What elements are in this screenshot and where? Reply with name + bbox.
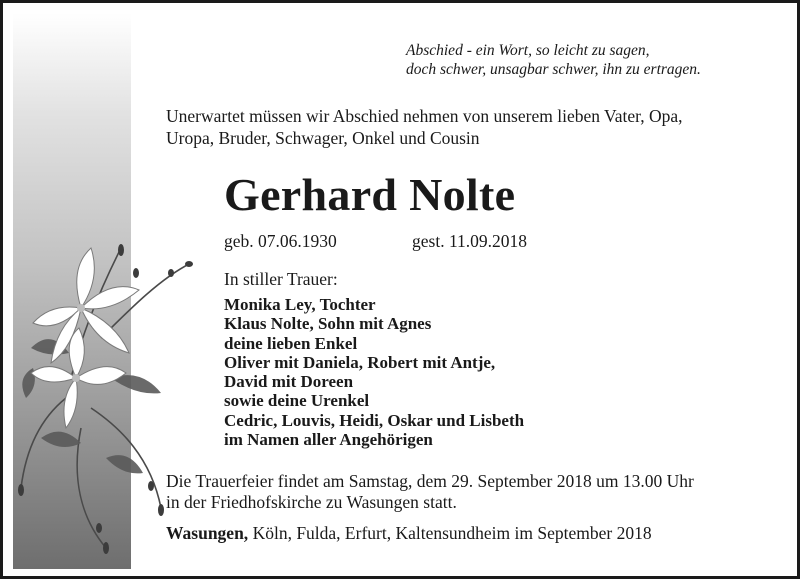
mourners-heading: In stiller Trauer: bbox=[224, 269, 338, 289]
funeral-line-1: Die Trauerfeier findet am Samstag, dem 29. September 2018 um 13.00 Uhr bbox=[166, 471, 694, 491]
deceased-name: Gerhard Nolte bbox=[224, 169, 516, 220]
mourner-line: sowie deine Urenkel bbox=[224, 391, 370, 411]
mourners-list bbox=[224, 295, 524, 449]
place-and-date bbox=[166, 523, 652, 544]
poem-line-1: Abschied - ein Wort, so leicht zu sagen, bbox=[406, 42, 650, 59]
funeral-notice bbox=[166, 471, 786, 513]
mourner-line: im Namen aller Angehörigen bbox=[224, 430, 433, 450]
mourner-line: David mit Doreen bbox=[224, 372, 354, 392]
mourner-line: deine lieben Enkel bbox=[224, 333, 358, 353]
mourner-line: Monika Ley, Tochter bbox=[224, 295, 376, 314]
mourner-line: Oliver mit Daniela, Robert mit Antje, bbox=[224, 352, 496, 372]
memorial-poem bbox=[406, 41, 701, 79]
birth-date: geb. 07.06.1930 bbox=[224, 231, 337, 251]
intro-line-1: Unerwartet müssen wir Abschied nehmen von unserem lieben Vater, Opa, bbox=[166, 106, 683, 126]
intro-text bbox=[166, 105, 766, 149]
poem-line-2: doch schwer, unsagbar schwer, ihn zu ertragen. bbox=[406, 61, 701, 78]
mourner-line: Cedric, Louvis, Heidi, Oskar und Lisbeth bbox=[224, 410, 525, 430]
mourner-line: Klaus Nolte, Sohn mit Agnes bbox=[224, 314, 432, 334]
intro-line-2: Uropa, Bruder, Schwager, Onkel und Cousin bbox=[166, 128, 480, 148]
death-date: gest. 11.09.2018 bbox=[412, 231, 528, 251]
place-rest: Köln, Fulda, Erfurt, Kaltensundheim im September 2018 bbox=[248, 523, 652, 543]
place-name: Wasungen, bbox=[166, 523, 249, 543]
funeral-line-2: in der Friedhofskirche zu Wasungen statt. bbox=[166, 492, 457, 512]
